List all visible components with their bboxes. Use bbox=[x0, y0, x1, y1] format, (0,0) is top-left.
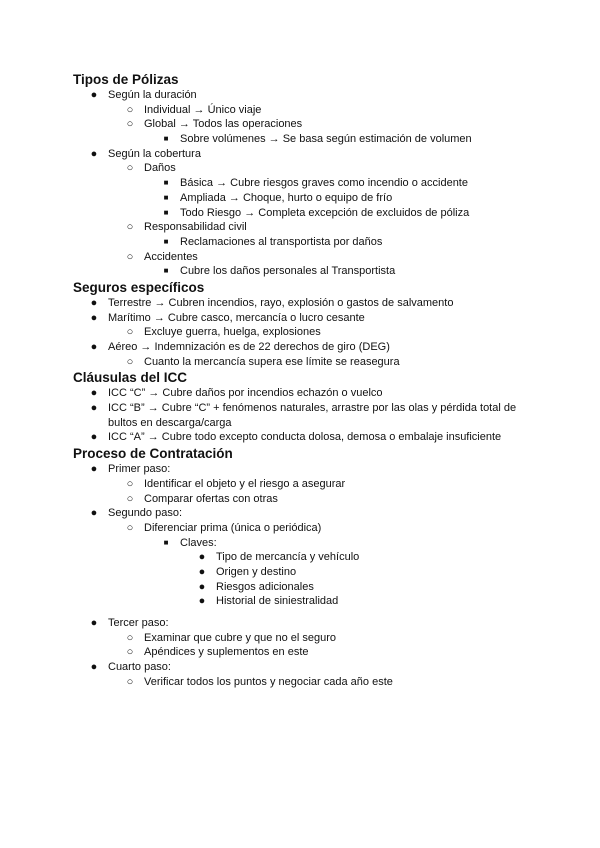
list-item: ■ Ampliada → Choque, hurto o equipo de frío bbox=[0, 191, 600, 206]
list-item: ○ Comparar ofertas con otras bbox=[0, 492, 600, 507]
bullet-circle-icon: ○ bbox=[126, 118, 134, 131]
list-item: ● Según la cobertura bbox=[0, 147, 600, 162]
heading-tipos-de-polizas: Tipos de Pólizas bbox=[73, 72, 179, 87]
bullet-disc-icon: ● bbox=[198, 565, 206, 578]
list-item: ○ Cuanto la mercancía supera ese límite se reasegura bbox=[0, 355, 600, 370]
list-item: ■ Básica → Cubre riesgos graves como incendio o accidente bbox=[0, 176, 600, 191]
list-item: ● Cuarto paso: bbox=[0, 660, 600, 675]
list-item: ○ Diferenciar prima (única o periódica) bbox=[0, 521, 600, 536]
spacer bbox=[0, 609, 600, 616]
list-item: ○ Excluye guerra, huelga, explosiones bbox=[0, 325, 600, 340]
bullet-disc-icon: ● bbox=[90, 617, 98, 630]
list-item: ● Riesgos adicionales bbox=[0, 580, 600, 595]
bullet-square-icon: ■ bbox=[163, 537, 169, 547]
list-item: ○ Daños bbox=[0, 161, 600, 176]
bullet-disc-icon: ● bbox=[90, 463, 98, 476]
bullet-disc-icon: ● bbox=[90, 387, 98, 400]
list-item: ○ Verificar todos los puntos y negociar cada año este bbox=[0, 675, 600, 690]
bullet-square-icon: ■ bbox=[163, 207, 169, 217]
bullet-square-icon: ■ bbox=[163, 236, 169, 246]
heading-proceso-de-contratacion: Proceso de Contratación bbox=[73, 446, 233, 462]
list-item: ● Marítimo → Cubre casco, mercancía o lucro cesante bbox=[0, 311, 600, 326]
list-item: ● ICC “A” → Cubre todo excepto conducta dolosa, demosa o embalaje insuficiente bbox=[0, 430, 600, 445]
bullet-circle-icon: ○ bbox=[126, 103, 134, 116]
bullet-disc-icon: ● bbox=[198, 595, 206, 608]
list-item: ○ Responsabilidad civil bbox=[0, 220, 600, 235]
bullet-circle-icon: ○ bbox=[126, 162, 134, 175]
list-item: ■ Reclamaciones al transportista por daños bbox=[0, 235, 600, 250]
list-item: ○ Global → Todos las operaciones bbox=[0, 117, 600, 132]
list-item: ○ Individual → Único viaje bbox=[0, 103, 600, 118]
list-item: ● Segundo paso: bbox=[0, 506, 600, 521]
list-item: ○ Apéndices y suplementos en este bbox=[0, 645, 600, 660]
heading-seguros-especificos: Seguros específicos bbox=[73, 279, 205, 295]
bullet-circle-icon: ○ bbox=[126, 221, 134, 234]
list-item: ○ Examinar que cubre y que no el seguro bbox=[0, 631, 600, 646]
bullet-circle-icon: ○ bbox=[126, 675, 134, 688]
list-item: ● Tipo de mercancía y vehículo bbox=[0, 550, 600, 565]
bullet-disc-icon: ● bbox=[90, 341, 98, 353]
list-item: ■ Claves: bbox=[0, 536, 600, 551]
bullet-circle-icon: ○ bbox=[126, 646, 134, 659]
list-item: ● ICC “C” → Cubre daños por incendios echazón o vuelco bbox=[0, 386, 600, 401]
document-body bbox=[0, 71, 600, 689]
list-item: ● Tercer paso: bbox=[0, 616, 600, 631]
bullet-circle-icon: ○ bbox=[126, 250, 134, 263]
list-item: ○ Accidentes bbox=[0, 250, 600, 265]
list-item: ● ICC “B” → Cubre “C” + fenómenos naturales, arrastre por las olas y pérdida total de bultos en descarga/carga bbox=[0, 401, 600, 430]
bullet-circle-icon: ○ bbox=[126, 326, 134, 339]
bullet-circle-icon: ○ bbox=[126, 492, 134, 505]
bullet-disc-icon: ● bbox=[90, 661, 98, 674]
bullet-square-icon: ■ bbox=[163, 178, 169, 188]
bullet-circle-icon: ○ bbox=[126, 355, 134, 368]
bullet-disc-icon: ● bbox=[90, 147, 98, 160]
list-item: ■ Todo Riesgo → Completa excepción de excluidos de póliza bbox=[0, 206, 600, 221]
bullet-square-icon: ■ bbox=[163, 266, 169, 276]
list-item: ● Según la duración bbox=[0, 88, 600, 103]
heading-clausulas-icc: Cláusulas del ICC bbox=[73, 370, 188, 386]
bullet-disc-icon: ● bbox=[90, 296, 98, 309]
list-item: ● Terrestre → Cubren incendios, rayo, explosión o gastos de salvamento bbox=[0, 296, 600, 311]
bullet-square-icon: ■ bbox=[163, 134, 169, 144]
list-item: ● Historial de siniestralidad bbox=[0, 594, 600, 609]
bullet-disc-icon: ● bbox=[90, 311, 98, 324]
bullet-square-icon: ■ bbox=[163, 192, 169, 202]
list-item: ● Aéreo → Indemnización es de 22 derechos de giro (DEG) bbox=[0, 340, 600, 355]
list-item: ■ Sobre volúmenes → Se basa según estimación de volumen bbox=[0, 132, 600, 147]
bullet-circle-icon: ○ bbox=[126, 521, 134, 534]
list-item: ○ Identificar el objeto y el riesgo a asegurar bbox=[0, 477, 600, 492]
list-item: ● Primer paso: bbox=[0, 462, 600, 477]
list-item: ● Origen y destino bbox=[0, 565, 600, 580]
bullet-disc-icon: ● bbox=[198, 551, 206, 564]
bullet-disc-icon: ● bbox=[90, 89, 98, 101]
bullet-disc-icon: ● bbox=[198, 580, 206, 593]
bullet-disc-icon: ● bbox=[90, 431, 98, 444]
bullet-circle-icon: ○ bbox=[126, 477, 134, 490]
list-item: ■ Cubre los daños personales al Transportista bbox=[0, 264, 600, 279]
bullet-disc-icon: ● bbox=[90, 507, 98, 520]
bullet-circle-icon: ○ bbox=[126, 631, 134, 644]
bullet-disc-icon: ● bbox=[90, 402, 98, 415]
